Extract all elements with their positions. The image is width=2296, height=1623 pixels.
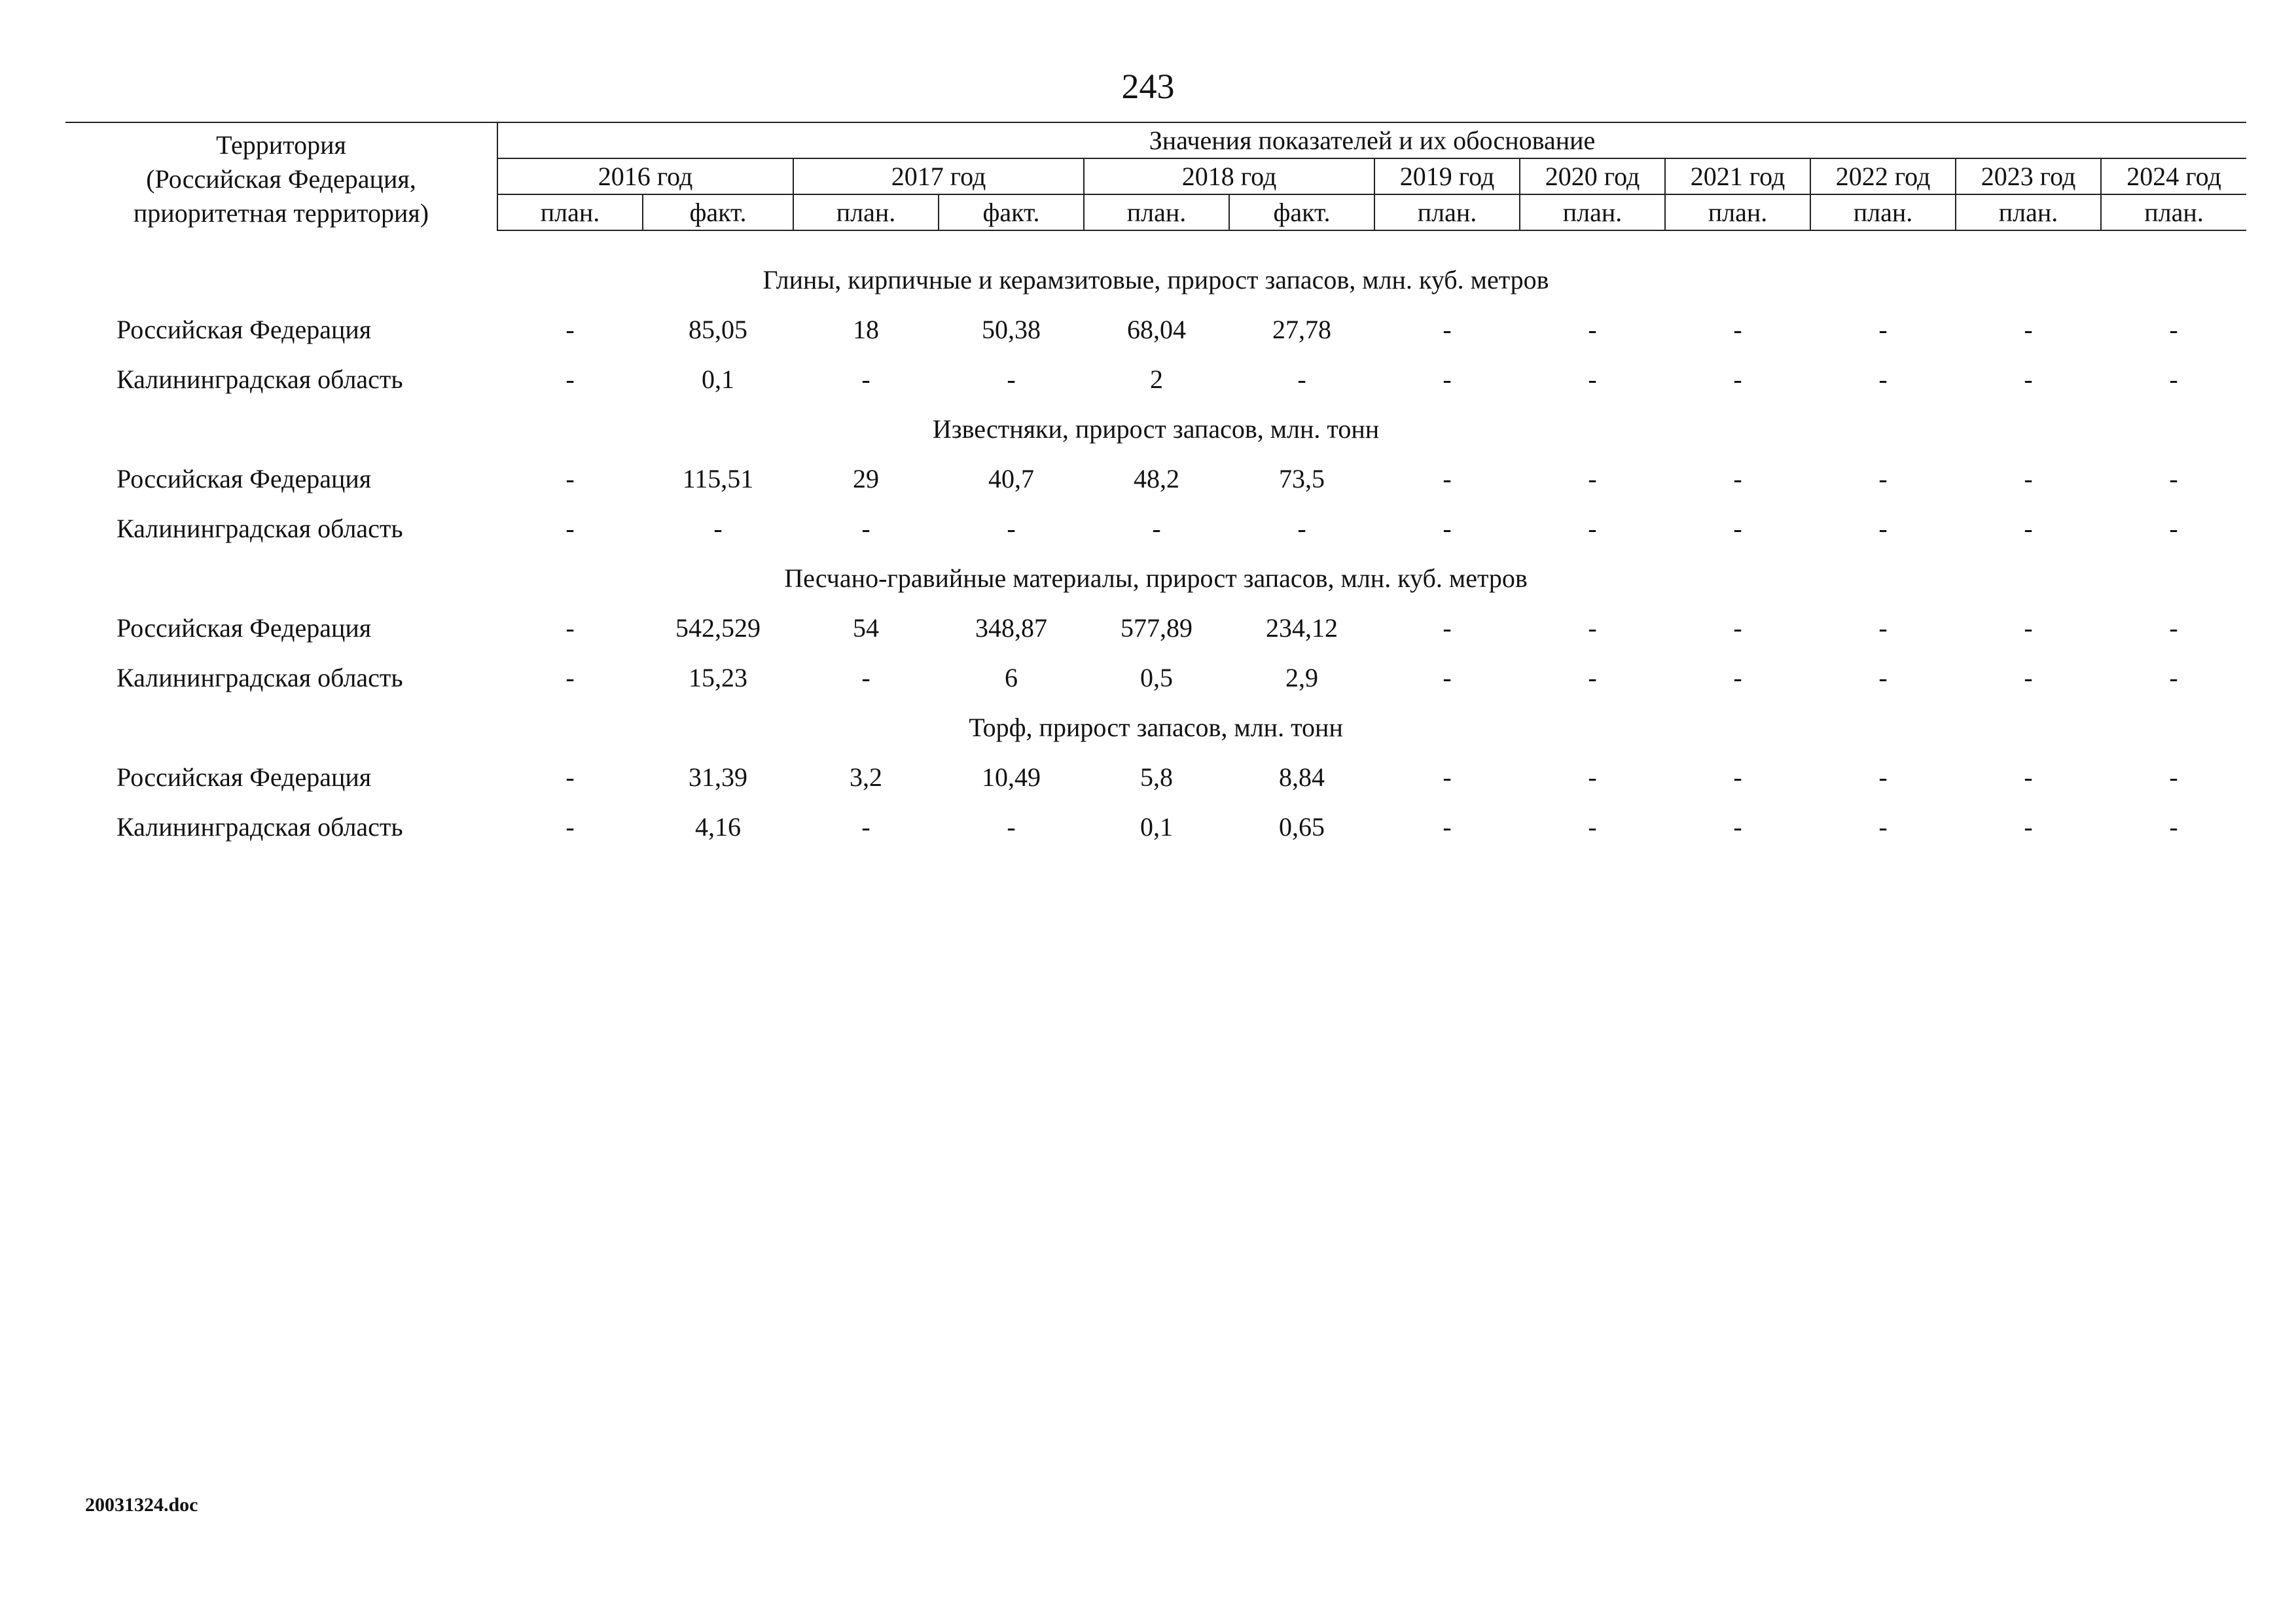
year-header-2017: 2017 год — [793, 158, 1084, 194]
value-cell: - — [1443, 762, 1452, 792]
territory-name: Российская Федерация — [117, 762, 372, 792]
table-header — [65, 122, 2246, 230]
value-cell: - — [1588, 762, 1597, 792]
value-cell: 0,65 — [1279, 812, 1325, 842]
plan-header: план. — [1956, 194, 2101, 230]
value-cell: - — [1733, 513, 1742, 543]
value-cell: - — [2024, 314, 2033, 344]
value-cell: - — [1733, 314, 1742, 344]
plan-header: план. — [1084, 194, 1229, 230]
value-cell: - — [1443, 513, 1452, 543]
value-cell: 234,12 — [1266, 613, 1338, 643]
spacer-row — [65, 230, 2246, 255]
table-row — [65, 454, 2246, 503]
value-cell: 27,78 — [1272, 314, 1331, 344]
value-cell: - — [1733, 463, 1742, 493]
value-cell: - — [1733, 613, 1742, 643]
value-cell: 0,1 — [702, 364, 734, 394]
group-title-row — [65, 553, 2246, 603]
value-cell: 348,87 — [975, 613, 1047, 643]
value-cell: - — [1588, 613, 1597, 643]
table-body — [65, 230, 2246, 851]
value-cell: - — [1297, 513, 1306, 543]
value-cell: - — [1588, 364, 1597, 394]
value-cell: - — [2024, 364, 2033, 394]
year-header-2019: 2019 год — [1374, 158, 1520, 194]
value-cell: - — [861, 513, 870, 543]
value-cell: - — [2024, 662, 2033, 692]
value-cell: 68,04 — [1127, 314, 1186, 344]
value-cell: 31,39 — [689, 762, 747, 792]
value-cell: - — [2169, 662, 2178, 692]
territory-name: Калининградская область — [117, 662, 403, 692]
territory-header-line-3: приоритетная территория) — [133, 198, 429, 228]
table-row — [65, 603, 2246, 652]
value-cell: - — [2169, 762, 2178, 792]
value-cell: 2,9 — [1285, 662, 1318, 692]
territory-name: Калининградская область — [117, 812, 403, 842]
value-cell: - — [2169, 314, 2178, 344]
table-row — [65, 304, 2246, 354]
value-cell: 115,51 — [682, 463, 754, 493]
value-cell: 48,2 — [1134, 463, 1179, 493]
year-header-2024: 2024 год — [2101, 158, 2246, 194]
value-cell: 50,38 — [982, 314, 1041, 344]
value-cell: - — [1443, 364, 1452, 394]
plan-header: план. — [1665, 194, 1810, 230]
value-cell: - — [1443, 613, 1452, 643]
fact-header: факт. — [643, 194, 793, 230]
plan-header: план. — [1374, 194, 1520, 230]
value-cell: 4,16 — [695, 812, 741, 842]
territory-header-line-2: (Российская Федерация, — [146, 164, 416, 194]
value-cell: - — [1878, 662, 1888, 692]
value-cell: - — [1588, 463, 1597, 493]
value-cell: - — [1152, 513, 1161, 543]
value-cell: 85,05 — [689, 314, 747, 344]
value-cell: 18 — [853, 314, 879, 344]
value-cell: - — [2024, 613, 2033, 643]
value-cell: - — [565, 662, 575, 692]
value-cell: - — [861, 812, 870, 842]
table-row — [65, 752, 2246, 802]
value-cell: 73,5 — [1279, 463, 1325, 493]
value-cell: - — [1878, 364, 1888, 394]
table-row — [65, 652, 2246, 702]
values-title-header: Значения показателей и их обоснование — [497, 122, 2246, 158]
territory-name: Российская Федерация — [117, 463, 372, 493]
value-cell: - — [1297, 364, 1306, 394]
group-title-row — [65, 255, 2246, 304]
value-cell: - — [713, 513, 723, 543]
value-cell: - — [1443, 812, 1452, 842]
fact-header: факт. — [1229, 194, 1374, 230]
value-cell: - — [861, 364, 870, 394]
value-cell: - — [565, 613, 575, 643]
value-cell: - — [1588, 812, 1597, 842]
year-header-2018: 2018 год — [1084, 158, 1374, 194]
value-cell: - — [565, 463, 575, 493]
page-number: 243 — [1121, 67, 1175, 106]
territory-header-line-1: Территория — [216, 130, 346, 160]
value-cell: 40,7 — [988, 463, 1034, 493]
value-cell: - — [2169, 364, 2178, 394]
value-cell: 10,49 — [982, 762, 1041, 792]
value-cell: - — [565, 762, 575, 792]
value-cell: - — [1878, 314, 1888, 344]
value-cell: - — [2169, 812, 2178, 842]
year-header-2021: 2021 год — [1665, 158, 1810, 194]
value-cell: - — [2169, 613, 2178, 643]
group-title: Известняки, прирост запасов, млн. тонн — [932, 414, 1380, 444]
year-header-2016: 2016 год — [497, 158, 793, 194]
value-cell: - — [1588, 314, 1597, 344]
plan-header: план. — [1810, 194, 1956, 230]
value-cell: - — [1878, 513, 1888, 543]
table-row — [65, 503, 2246, 553]
value-cell: - — [565, 364, 575, 394]
value-cell: 29 — [853, 463, 879, 493]
plan-header: план. — [793, 194, 939, 230]
value-cell: - — [1588, 662, 1597, 692]
value-cell: 3,2 — [850, 762, 882, 792]
value-cell: - — [1588, 513, 1597, 543]
value-cell: - — [1443, 463, 1452, 493]
plan-header: план. — [2101, 194, 2246, 230]
value-cell: 542,529 — [675, 613, 761, 643]
territory-name: Калининградская область — [117, 513, 403, 543]
year-header-2022: 2022 год — [1810, 158, 1956, 194]
year-header-2023: 2023 год — [1956, 158, 2101, 194]
table-row — [65, 802, 2246, 851]
value-cell: 2 — [1150, 364, 1163, 394]
indicators-table — [65, 122, 2246, 851]
value-cell: - — [2169, 513, 2178, 543]
value-cell: - — [565, 812, 575, 842]
territory-header — [65, 122, 497, 230]
value-cell: - — [1733, 762, 1742, 792]
territory-name: Российская Федерация — [117, 314, 372, 344]
value-cell: - — [2024, 762, 2033, 792]
fact-header: факт. — [939, 194, 1084, 230]
value-cell: 0,1 — [1140, 812, 1173, 842]
value-cell: - — [1443, 314, 1452, 344]
value-cell: - — [565, 314, 575, 344]
value-cell: - — [1733, 662, 1742, 692]
value-cell: - — [1007, 812, 1016, 842]
document-code: 20031324.doc — [85, 1494, 198, 1516]
plan-header: план. — [497, 194, 643, 230]
value-cell: - — [1007, 513, 1016, 543]
group-title: Торф, прирост запасов, млн. тонн — [969, 712, 1343, 742]
value-cell: - — [861, 662, 870, 692]
value-cell: 15,23 — [689, 662, 747, 692]
plan-header: план. — [1520, 194, 1665, 230]
group-title: Глины, кирпичные и керамзитовые, прирост запасов, млн. куб. метров — [762, 264, 1549, 294]
value-cell: - — [1878, 463, 1888, 493]
value-cell: 6 — [1005, 662, 1018, 692]
value-cell: - — [1733, 364, 1742, 394]
territory-name: Российская Федерация — [117, 613, 372, 643]
value-cell: 54 — [853, 613, 879, 643]
value-cell: - — [2024, 463, 2033, 493]
value-cell: - — [2024, 513, 2033, 543]
group-title-row — [65, 702, 2246, 752]
group-title-row — [65, 404, 2246, 454]
value-cell: - — [1733, 812, 1742, 842]
year-header-2020: 2020 год — [1520, 158, 1665, 194]
value-cell: - — [1443, 662, 1452, 692]
table-row — [65, 354, 2246, 404]
value-cell: 8,84 — [1279, 762, 1325, 792]
value-cell: - — [2024, 812, 2033, 842]
value-cell: 0,5 — [1140, 662, 1173, 692]
value-cell: - — [1878, 812, 1888, 842]
value-cell: 5,8 — [1140, 762, 1173, 792]
value-cell: - — [2169, 463, 2178, 493]
group-title: Песчано-гравийные материалы, прирост запасов, млн. куб. метров — [784, 563, 1528, 593]
territory-name: Калининградская область — [117, 364, 403, 394]
value-cell: - — [565, 513, 575, 543]
value-cell: - — [1878, 762, 1888, 792]
value-cell: 577,89 — [1121, 613, 1193, 643]
value-cell: - — [1007, 364, 1016, 394]
value-cell: - — [1878, 613, 1888, 643]
